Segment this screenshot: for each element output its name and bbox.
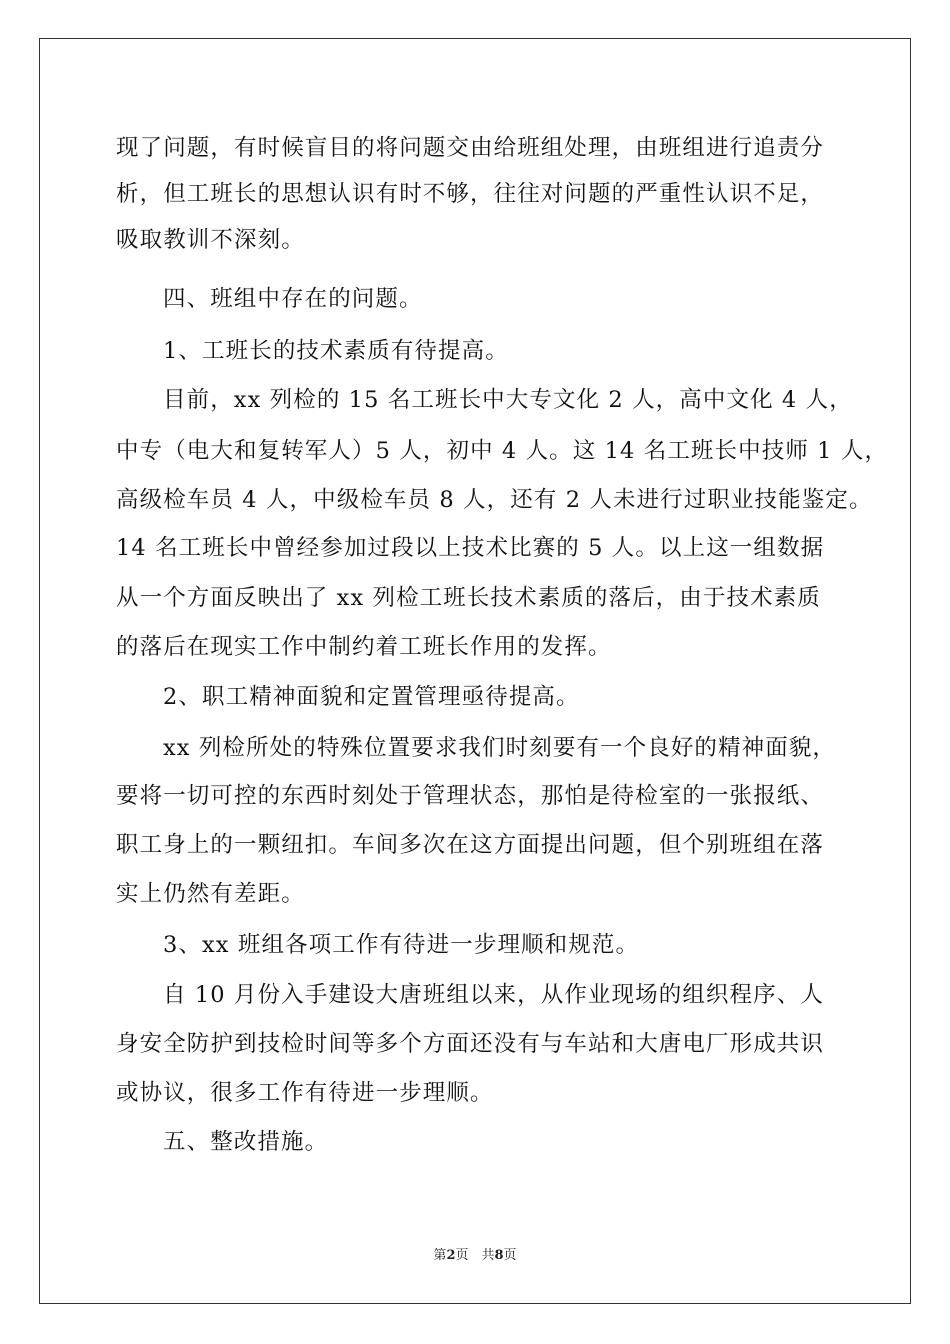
text-line: xx 列检所处的特殊位置要求我们时刻要有一个良好的精神面貌， xyxy=(163,735,837,761)
text-line: 或协议，很多工作有待进一步理顺。 xyxy=(116,1080,494,1106)
text-line: 的落后在现实工作中制约着工班长作用的发挥。 xyxy=(116,634,612,660)
text-line: 从一个方面反映出了 xx 列检工班长技术素质的落后，由于技术素质 xyxy=(116,585,821,611)
text-line: 现了问题，有时候盲目的将问题交由给班组处理，由班组进行追责分 xyxy=(116,135,825,161)
text-line: 实上仍然有差距。 xyxy=(116,881,305,907)
text-line: 高级检车员 4 人，中级检车员 8 人，还有 2 人未进行过职业技能鉴定。 xyxy=(116,487,873,513)
text-line: 14 名工班长中曾经参加过段以上技术比赛的 5 人。以上这一组数据 xyxy=(116,535,825,561)
text-line: 职工身上的一颗纽扣。车间多次在这方面提出问题，但个别班组在落 xyxy=(116,832,825,858)
text-line: 吸取教训不深刻。 xyxy=(116,227,305,253)
section-heading: 五、整改措施。 xyxy=(163,1129,329,1155)
subsection-heading: 3、xx 班组各项工作有待进一步理顺和规范。 xyxy=(163,932,640,958)
text-line: 要将一切可控的东西时刻处于管理状态，那怕是待检室的一张报纸、 xyxy=(116,783,825,809)
page-current-number: 2 xyxy=(446,1248,456,1263)
page-total-number: 8 xyxy=(494,1248,504,1263)
page-footer xyxy=(0,1244,950,1263)
subsection-heading: 1、工班长的技术素质有待提高。 xyxy=(163,338,509,364)
section-heading: 四、班组中存在的问题。 xyxy=(163,286,423,312)
subsection-heading: 2、职工精神面貌和定置管理亟待提高。 xyxy=(163,684,580,710)
text-line: 目前，xx 列检的 15 名工班长中大专文化 2 人，高中文化 4 人， xyxy=(163,387,853,413)
text-line: 中专（电大和复转军人）5 人，初中 4 人。这 14 名工班长中技师 1 人， xyxy=(116,438,889,464)
page-prefix: 第 xyxy=(433,1248,447,1263)
page-suffix: 页 xyxy=(503,1248,517,1263)
text-line: 自 10 月份入手建设大唐班组以来，从作业现场的组织程序、人 xyxy=(163,982,824,1008)
page-middle-text: 页 共 xyxy=(455,1248,495,1263)
text-line: 身安全防护到技检时间等多个方面还没有与车站和大唐电厂形成共识 xyxy=(116,1031,825,1057)
text-line: 析，但工班长的思想认识有时不够，往往对问题的严重性认识不足， xyxy=(116,181,825,207)
